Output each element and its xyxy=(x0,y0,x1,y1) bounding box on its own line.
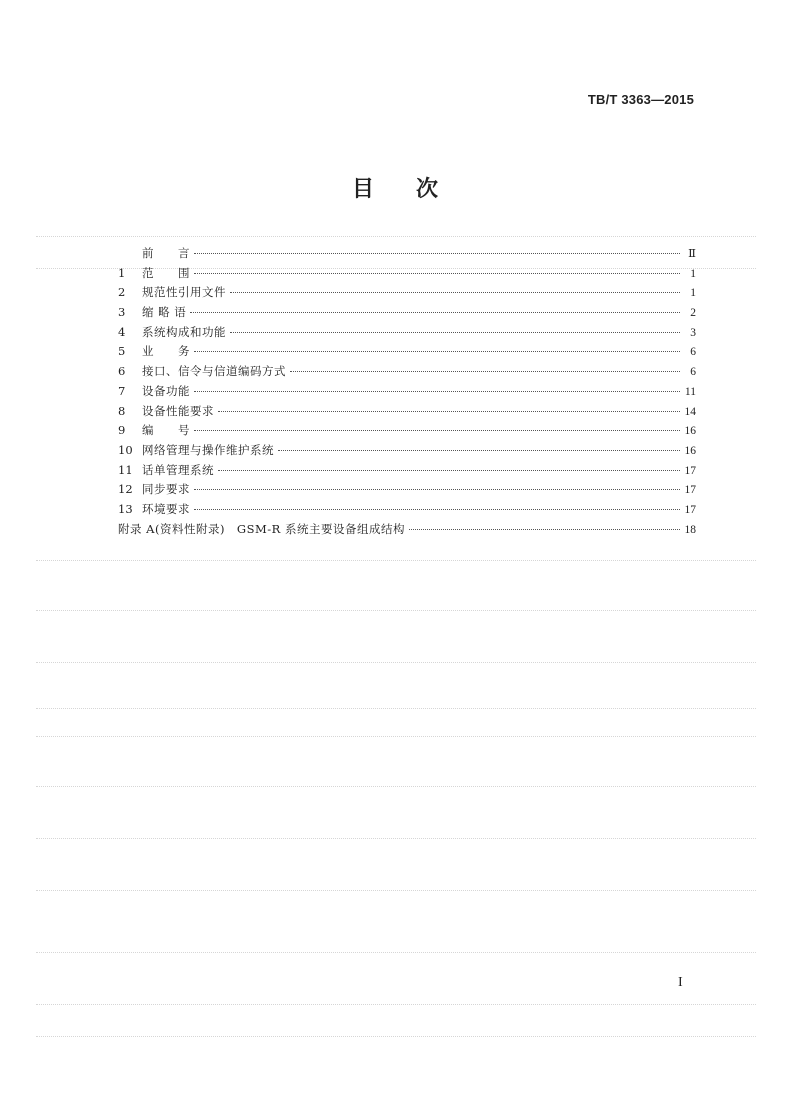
toc-entry-title: 系统构成和功能 xyxy=(142,324,226,339)
toc-leader-dots xyxy=(194,253,680,254)
toc-entry-number: 8 xyxy=(118,403,126,418)
toc-entry-page: 3 xyxy=(690,326,696,339)
toc-leader-dots xyxy=(194,391,680,392)
toc-entry-system-structure[interactable] xyxy=(118,323,696,343)
toc-entry-scope[interactable] xyxy=(118,264,696,284)
scan-line xyxy=(36,662,756,663)
scan-line xyxy=(36,1036,756,1037)
scan-line xyxy=(36,890,756,891)
toc-entry-page: Ⅱ xyxy=(688,248,696,260)
toc-entry-page: 16 xyxy=(684,444,696,457)
toc-entry-page: 14 xyxy=(684,405,696,418)
toc-entry-title: 话单管理系统 xyxy=(142,462,214,477)
toc-entry-foreword[interactable] xyxy=(118,244,696,264)
scan-line xyxy=(36,560,756,561)
toc-entry-title: 网络管理与操作维护系统 xyxy=(142,442,274,457)
toc-entry-page: 6 xyxy=(690,366,696,379)
scan-line xyxy=(36,610,756,611)
toc-entry-number: 1 xyxy=(118,265,126,280)
scan-line xyxy=(36,708,756,709)
toc-entry-environment[interactable] xyxy=(118,500,696,520)
toc-leader-dots xyxy=(230,292,680,293)
toc-entry-number: 6 xyxy=(118,364,126,379)
toc-entry-number: 9 xyxy=(118,423,126,438)
toc-entry-title: 设备性能要求 xyxy=(142,403,214,418)
toc-leader-dots xyxy=(190,312,680,313)
toc-leader-dots xyxy=(194,509,680,510)
toc-leader-dots xyxy=(194,273,680,274)
toc-entry-page: 18 xyxy=(684,523,696,536)
toc-entry-numbering[interactable] xyxy=(118,421,696,441)
toc-entry-title: 设备功能 xyxy=(142,383,190,398)
toc-leader-dots xyxy=(290,371,680,372)
toc-entry-services[interactable] xyxy=(118,342,696,362)
toc-leader-dots xyxy=(194,351,680,352)
toc-entry-title: 接口、信令与信道编码方式 xyxy=(142,364,286,379)
toc-entry-page: 11 xyxy=(684,385,696,398)
toc-entry-number: 5 xyxy=(118,344,126,359)
toc-entry-page: 17 xyxy=(684,464,696,477)
toc-entry-number: 13 xyxy=(118,501,133,516)
toc-entry-page: 16 xyxy=(684,425,696,438)
toc-entry-title: 业 务 xyxy=(142,344,190,359)
toc-entry-page: 17 xyxy=(684,503,696,516)
toc-entry-normative-references[interactable] xyxy=(118,283,696,303)
toc-entry-number: 10 xyxy=(118,442,133,457)
page-title-right: 次 xyxy=(416,176,441,202)
toc-leader-dots xyxy=(194,489,680,490)
toc-entry-equipment-functions[interactable] xyxy=(118,382,696,402)
toc-entry-title: 缩 略 语 xyxy=(142,305,187,320)
toc-entry-title: 范 围 xyxy=(142,265,190,280)
toc-list xyxy=(118,244,696,539)
page-title-left: 目 xyxy=(351,176,376,202)
toc-entry-page: 2 xyxy=(690,307,696,320)
toc-entry-number: 4 xyxy=(118,324,126,339)
toc-leader-dots xyxy=(230,332,680,333)
scan-line xyxy=(36,1004,756,1005)
toc-entry-page: 6 xyxy=(690,346,696,359)
toc-entry-number: 3 xyxy=(118,305,126,320)
toc-entry-title: 附录 A(资料性附录) GSM-R 系统主要设备组成结构 xyxy=(118,521,405,536)
toc-entry-number: 7 xyxy=(118,383,126,398)
toc-entry-title: 环境要求 xyxy=(142,501,190,516)
toc-entry-title: 规范性引用文件 xyxy=(142,285,226,300)
toc-entry-title: 编 号 xyxy=(142,423,190,438)
scan-line xyxy=(36,952,756,953)
toc-entry-title: 同步要求 xyxy=(142,482,190,497)
page-title xyxy=(0,172,792,203)
scan-line xyxy=(36,736,756,737)
toc-entry-abbreviations[interactable] xyxy=(118,303,696,323)
scan-line xyxy=(36,838,756,839)
toc-leader-dots xyxy=(218,470,680,471)
toc-entry-billing-system[interactable] xyxy=(118,461,696,481)
toc-entry-title: 前 言 xyxy=(142,246,190,260)
toc-leader-dots xyxy=(278,450,680,451)
toc-entry-performance-requirements[interactable] xyxy=(118,402,696,422)
toc-leader-dots xyxy=(194,430,680,431)
toc-entry-synchronization[interactable] xyxy=(118,480,696,500)
toc-entry-interfaces[interactable] xyxy=(118,362,696,382)
toc-entry-number: 11 xyxy=(118,462,133,477)
standard-code: TB/T 3363—2015 xyxy=(587,92,694,107)
toc-entry-page: 17 xyxy=(684,484,696,497)
page-number: I xyxy=(678,975,683,990)
toc-entry-number: 12 xyxy=(118,482,133,497)
toc-entry-annex-a[interactable] xyxy=(118,520,696,540)
toc-entry-network-management[interactable] xyxy=(118,441,696,461)
toc-entry-page: 1 xyxy=(690,287,696,300)
toc-leader-dots xyxy=(409,529,680,530)
toc-entry-page: 1 xyxy=(690,267,696,280)
toc-entry-number: 2 xyxy=(118,285,126,300)
scan-line xyxy=(36,236,756,237)
scan-line xyxy=(36,786,756,787)
toc-leader-dots xyxy=(218,411,680,412)
